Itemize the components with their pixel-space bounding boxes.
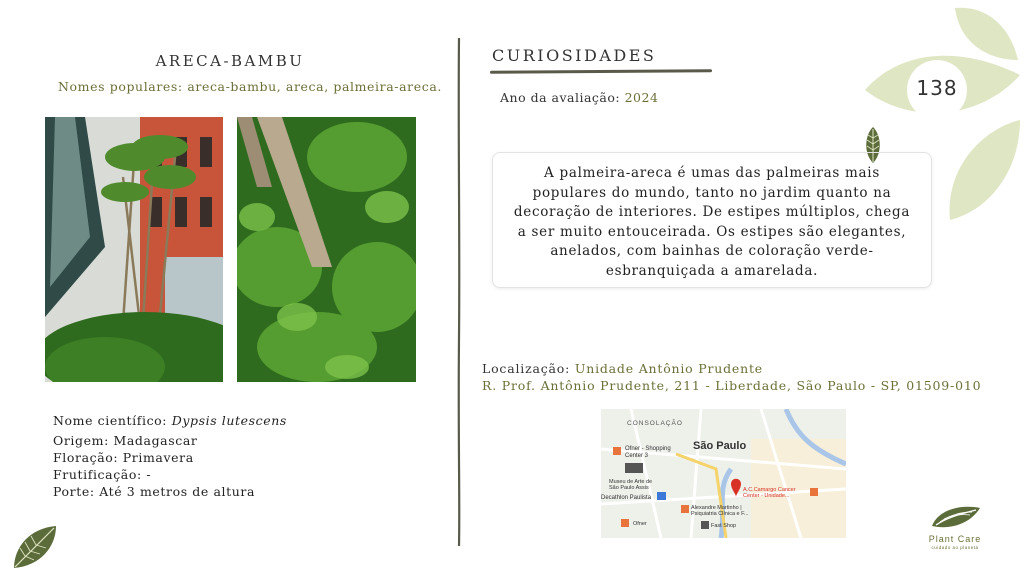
plant-size: Porte: Até 3 metros de altura	[53, 484, 256, 499]
hospital-icon	[681, 505, 689, 513]
curiosity-text: A palmeira-areca é umas das palmeiras mais populares do mundo, tanto no jardim quanto na decoração de interiores. De estipes múltiplos, chega a ser muito entouceirada. Os estipes são elegantes, anelados, com bainhas de coloração verde-esbranquiçada a amarelada.	[513, 165, 911, 279]
fruiting: Frutificação: -	[53, 467, 152, 482]
shop-icon	[621, 519, 629, 527]
location-address: R. Prof. Antônio Prudente, 211 - Liberdade, São Paulo - SP, 01509-010	[482, 378, 982, 393]
page-number: 138	[916, 76, 958, 100]
title-underline	[490, 69, 712, 74]
evaluation-year	[500, 90, 658, 105]
scientific-name: Dypsis lutescens	[171, 413, 287, 428]
scientific-label: Nome científico:	[53, 413, 168, 428]
plant-title: ARECA-BAMBU	[155, 52, 305, 70]
vertical-divider	[456, 38, 462, 546]
map-place: A.C.Camargo Cancer	[743, 487, 796, 493]
map-place: São Paulo Assis	[609, 485, 649, 491]
map-place: Fast Shop	[711, 523, 737, 529]
map-place: Decathlon Paulista	[601, 495, 652, 501]
location-map[interactable]	[601, 409, 846, 538]
map-district: CONSOLAÇÃO	[627, 420, 683, 427]
plant-care-logo-icon	[930, 502, 982, 532]
logo-name: Plant Care	[928, 534, 982, 544]
location-label: Localização:	[482, 361, 571, 376]
leaf-icon	[10, 522, 60, 570]
plant-info	[53, 412, 287, 500]
year-value: 2024	[624, 90, 659, 105]
map-city: São Paulo	[693, 440, 747, 452]
plant-photo-building	[45, 117, 223, 382]
map-place: Museu de Arte de	[609, 479, 653, 485]
popular-names: Nomes populares: areca-bambu, areca, palmeira-areca.	[58, 79, 442, 94]
map-place: Ofner	[633, 521, 647, 527]
scientific-name-row	[53, 412, 287, 429]
hospital-icon	[810, 488, 818, 496]
shop-icon	[657, 492, 666, 500]
museum-icon	[625, 463, 643, 473]
flowering: Floração: Primavera	[53, 450, 194, 465]
map-place: Alexandre Martinho |	[691, 505, 742, 511]
logo-tagline: cuidado ao planeta	[931, 545, 979, 550]
map-place: Ofner - Shopping	[625, 446, 671, 452]
map-place: Psiquiatria Clínica e F...	[691, 511, 749, 517]
year-label: Ano da avaliação:	[500, 90, 621, 105]
shop-icon	[701, 521, 709, 529]
origin: Origem: Madagascar	[53, 433, 198, 448]
map-place: Center 3	[625, 453, 649, 459]
plant-photo-foliage	[237, 117, 416, 382]
location-unit: Unidade Antônio Prudente	[574, 361, 763, 376]
location	[482, 360, 981, 394]
shop-icon	[613, 447, 621, 455]
curiosities-title: CURIOSIDADES	[492, 46, 657, 65]
map-place: Center - Unidade...	[743, 493, 790, 499]
